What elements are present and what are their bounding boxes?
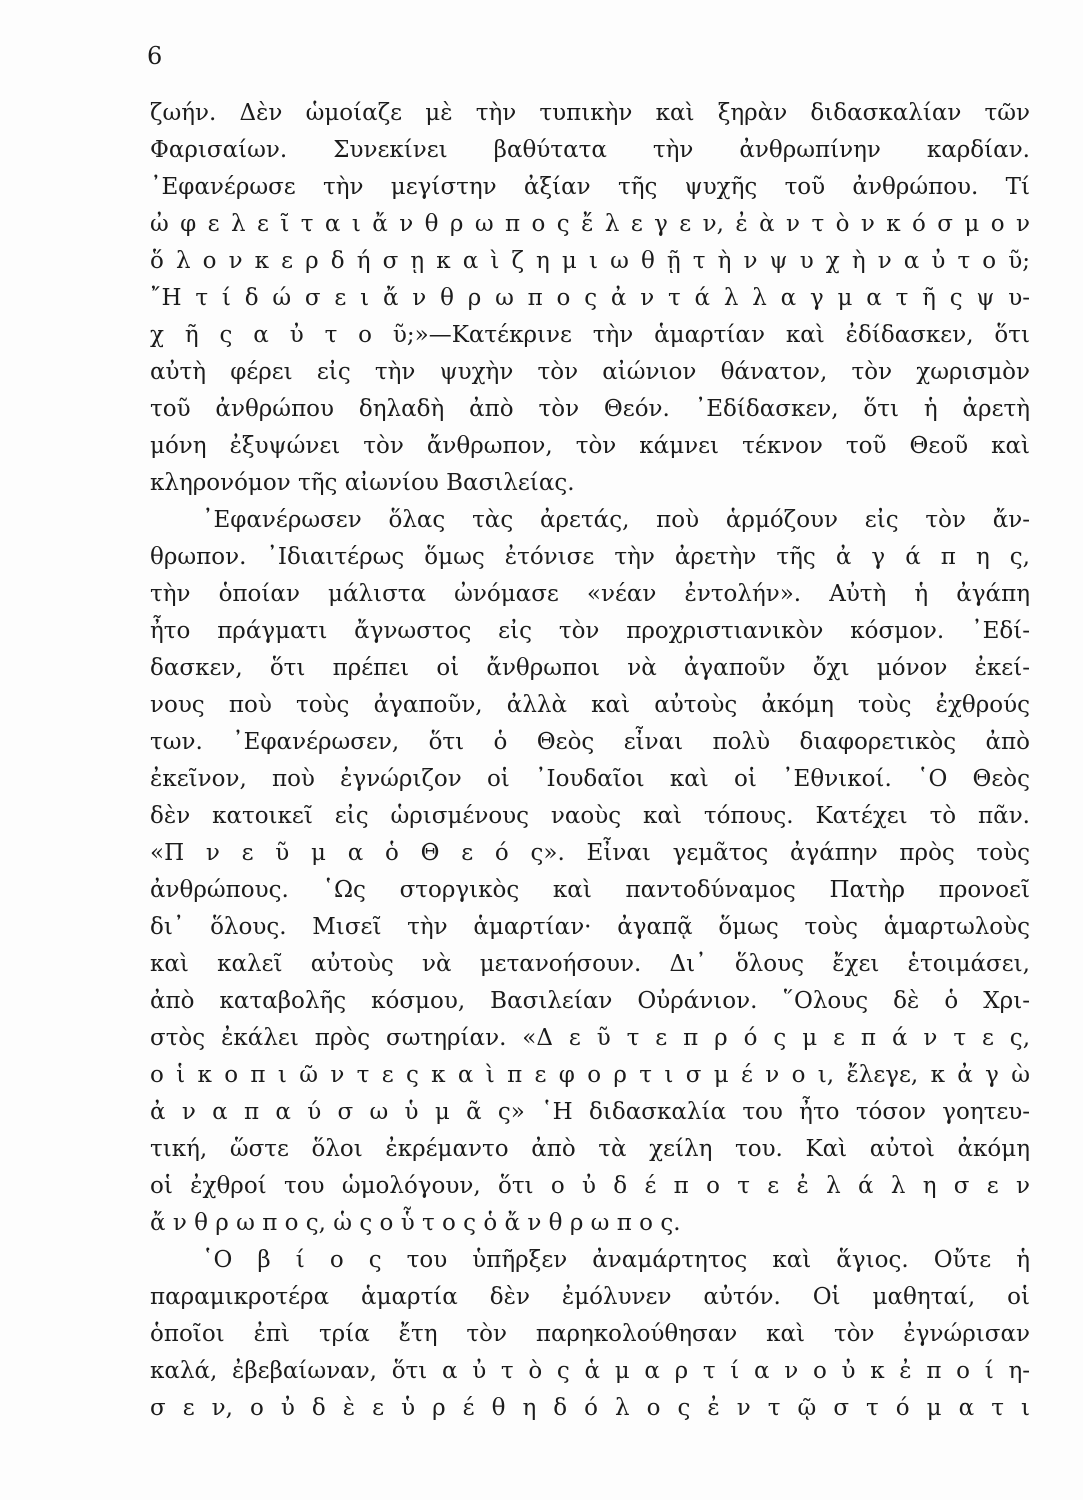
text-line: μόνη ἐξυψώνει τὸν ἄνθρωπον, τὸν κάμνει τέκνον τοῦ Θεοῦ καὶ <box>150 433 1030 459</box>
text-line: «Π ν ε ῦ μ α ὁ Θ ε ό ς». Εἶναι γεμᾶτος ἀγάπην πρὸς τοὺς <box>150 840 1030 866</box>
text-line: των. ᾿Εφανέρωσεν, ὅτι ὁ Θεὸς εἶναι πολὺ διαφορετικὸς ἀπὸ <box>150 729 1030 755</box>
text-line: παραμικροτέρα ἁμαρτία δὲν ἐμόλυνεν αὐτόν. Οἱ μαθηταί, οἱ <box>150 1284 1030 1310</box>
text-line: ἀπὸ καταβολῆς κόσμου, Βασιλείαν Οὐράνιον. ῞Ολους δὲ ὁ Χρι- <box>150 988 1030 1014</box>
text-line: ὠ φ ε λ ε ῖ τ α ι ἄ ν θ ρ ω π ο ς ἔ λ ε γ ε ν, ἐ ὰ ν τ ὸ ν κ ό σ μ ο ν <box>150 211 1030 237</box>
text-line: ἦτο πράγματι ἄγνωστος εἰς τὸν προχριστιανικὸν κόσμον. ᾿Εδί- <box>150 618 1030 644</box>
text-line: ἐκεῖνον, ποὺ ἐγνώριζον οἱ ᾿Ιουδαῖοι καὶ οἱ ᾿Εθνικοί. ῾Ο Θεὸς <box>150 766 1030 792</box>
text-line: δὲν κατοικεῖ εἰς ὡρισμένους ναοὺς καὶ τόπους. Κατέχει τὸ πᾶν. <box>150 803 1030 829</box>
text-line: τοῦ ἀνθρώπου δηλαδὴ ἀπὸ τὸν Θεόν. ᾿Εδίδασκεν, ὅτι ἡ ἀρετὴ <box>150 396 1030 422</box>
text-line: καλά, ἐβεβαίωναν, ὅτι α ὐ τ ὸ ς ἁ μ α ρ τ ί α ν ο ὐ κ ἐ π ο ί η- <box>150 1358 1030 1384</box>
text-line: κληρονόμον τῆς αἰωνίου Βασιλείας. <box>150 470 575 496</box>
text-line: τική, ὥστε ὅλοι ἐκρέμαντο ἀπὸ τὰ χείλη του. Καὶ αὐτοὶ ἀκόμη <box>150 1136 1030 1162</box>
text-line: σ ε ν, ο ὐ δ ὲ ε ὑ ρ έ θ η δ ό λ ο ς ἐ ν τ ῷ σ τ ό μ α τ ι <box>150 1395 1030 1421</box>
page-number: 6 <box>147 42 163 70</box>
text-line: ὅ λ ο ν κ ε ρ δ ή σ ῃ κ α ὶ ζ η μ ι ω θ ῇ τ ὴ ν ψ υ χ ὴ ν α ὐ τ ο ῦ; <box>150 248 1030 274</box>
text-line: οἱ ἐχθροί του ὡμολόγουν, ὅτι ο ὐ δ έ π ο τ ε ἐ λ ά λ η σ ε ν <box>150 1173 1030 1199</box>
text-line: θρωπον. ᾿Ιδιαιτέρως ὅμως ἐτόνισε τὴν ἀρετὴν τῆς ἀ γ ά π η ς, <box>150 544 1030 570</box>
text-line: νους ποὺ τοὺς ἀγαποῦν, ἀλλὰ καὶ αὐτοὺς ἀκόμη τοὺς ἐχθρούς <box>150 692 1030 718</box>
text-line: στὸς ἐκάλει πρὸς σωτηρίαν. «Δ ε ῦ τ ε π ρ ό ς μ ε π ά ν τ ε ς, <box>150 1025 1030 1051</box>
text-line: ζωήν. Δὲν ὡμοίαζε μὲ τὴν τυπικὴν καὶ ξηρὰν διδασκαλίαν τῶν <box>150 100 1030 126</box>
text-line: Φαρισαίων. Συνεκίνει βαθύτατα τὴν ἀνθρωπίνην καρδίαν. <box>150 137 1030 163</box>
text-line: ἄ ν θ ρ ω π ο ς, ὡ ς ο ὗ τ ο ς ὁ ἄ ν θ ρ ω π ο ς. <box>150 1210 681 1236</box>
text-line: χ ῆ ς α ὐ τ ο ῦ;»—Κατέκρινε τὴν ἁμαρτίαν καὶ ἐδίδασκεν, ὅτι <box>150 322 1030 348</box>
text-line: δασκεν, ὅτι πρέπει οἱ ἄνθρωποι νὰ ἀγαποῦν ὄχι μόνον ἐκεί- <box>150 655 1030 681</box>
text-line: αὐτὴ φέρει εἰς τὴν ψυχὴν τὸν αἰώνιον θάνατον, τὸν χωρισμὸν <box>150 359 1030 385</box>
text-line: δι᾿ ὅλους. Μισεῖ τὴν ἁμαρτίαν· ἀγαπᾷ ὅμως τοὺς ἁμαρτωλοὺς <box>150 914 1030 940</box>
text-line: καὶ καλεῖ αὐτοὺς νὰ μετανοήσουν. Δι᾿ ὅλους ἔχει ἑτοιμάσει, <box>150 951 1030 977</box>
text-line: ᾿Εφανέρωσε τὴν μεγίστην ἀξίαν τῆς ψυχῆς τοῦ ἀνθρώπου. Τί <box>150 174 1030 200</box>
paragraph-start-line: ᾿Εφανέρωσεν ὅλας τὰς ἀρετάς, ποὺ ἁρμόζουν εἰς τὸν ἄν- <box>202 507 1030 533</box>
paragraph-start-line: ῾Ο β ί ο ς του ὑπῆρξεν ἀναμάρτητος καὶ ἅγιος. Οὔτε ἡ <box>202 1247 1030 1273</box>
text-line: ὁποῖοι ἐπὶ τρία ἔτη τὸν παρηκολούθησαν καὶ τὸν ἐγνώρισαν <box>150 1321 1030 1347</box>
text-line: ἀνθρώπους. ῾Ως στοργικὸς καὶ παντοδύναμος Πατὴρ προνοεῖ <box>150 877 1030 903</box>
text-line: ο ἱ κ ο π ι ῶ ν τ ε ς κ α ὶ π ε φ ο ρ τ ι σ μ έ ν ο ι, ἔλεγε, κ ἀ γ ὼ <box>150 1062 1030 1088</box>
text-line: τὴν ὁποίαν μάλιστα ὠνόμασε «νέαν ἐντολήν». Αὐτὴ ἡ ἀγάπη <box>150 581 1030 607</box>
text-line: ῎Η τ ί δ ώ σ ε ι ἄ ν θ ρ ω π ο ς ἀ ν τ ά λ λ α γ μ α τ ῆ ς ψ υ- <box>150 285 1030 311</box>
body-text <box>150 95 1030 1427</box>
text-line: ἀ ν α π α ύ σ ω ὑ μ ᾶ ς» ῾Η διδασκαλία του ἦτο τόσον γοητευ- <box>150 1099 1030 1125</box>
